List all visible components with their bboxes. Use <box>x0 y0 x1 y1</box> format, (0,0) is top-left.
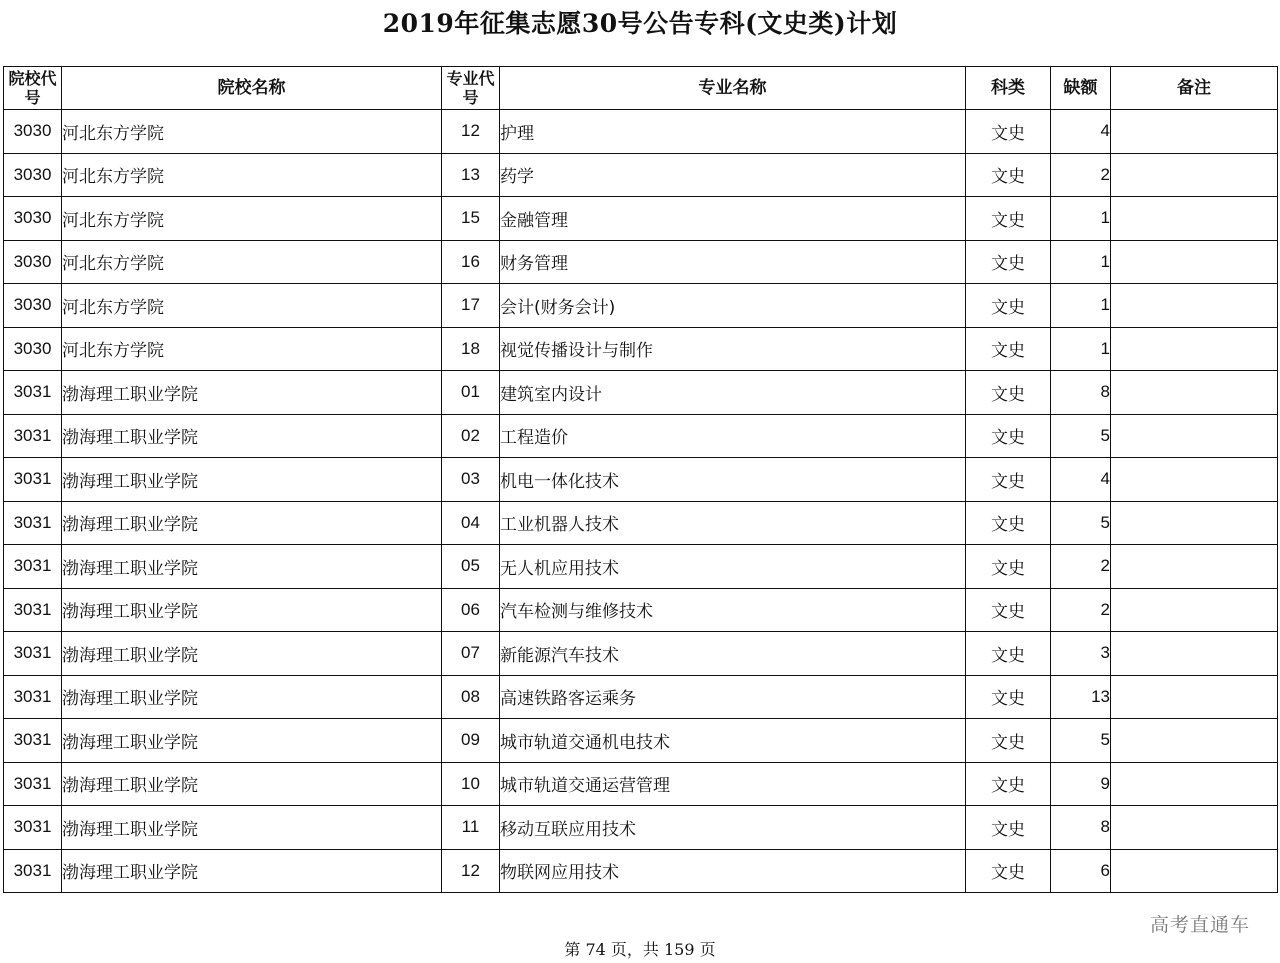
table-row <box>4 153 1278 197</box>
header-major-name: 专业名称 <box>500 67 966 110</box>
cell-school-code: 3031 <box>4 675 62 719</box>
cell-quota: 5 <box>1051 719 1111 763</box>
cell-quota: 1 <box>1051 284 1111 328</box>
cell-category: 文史 <box>966 327 1051 371</box>
cell-school-code: 3031 <box>4 371 62 415</box>
cell-school-name: 河北东方学院 <box>62 240 442 284</box>
cell-major-name: 城市轨道交通机电技术 <box>500 719 966 763</box>
cell-school-code: 3031 <box>4 588 62 632</box>
cell-quota: 13 <box>1051 675 1111 719</box>
cell-category: 文史 <box>966 806 1051 850</box>
cell-school-code: 3031 <box>4 762 62 806</box>
cell-school-name: 河北东方学院 <box>62 197 442 241</box>
cell-note <box>1111 240 1278 284</box>
cell-major-name: 工程造价 <box>500 414 966 458</box>
header-quota: 缺额 <box>1051 67 1111 110</box>
cell-school-name: 渤海理工职业学院 <box>62 632 442 676</box>
table-row <box>4 762 1278 806</box>
cell-category: 文史 <box>966 501 1051 545</box>
cell-major-code: 04 <box>442 501 500 545</box>
cell-school-code: 3030 <box>4 153 62 197</box>
cell-quota: 3 <box>1051 632 1111 676</box>
cell-category: 文史 <box>966 719 1051 763</box>
cell-note <box>1111 806 1278 850</box>
cell-school-name: 渤海理工职业学院 <box>62 545 442 589</box>
cell-category: 文史 <box>966 110 1051 154</box>
table-row <box>4 806 1278 850</box>
table-header <box>4 67 1278 110</box>
cell-school-name: 河北东方学院 <box>62 110 442 154</box>
cell-major-code: 02 <box>442 414 500 458</box>
cell-quota: 2 <box>1051 153 1111 197</box>
cell-major-name: 建筑室内设计 <box>500 371 966 415</box>
cell-quota: 8 <box>1051 371 1111 415</box>
cell-quota: 5 <box>1051 501 1111 545</box>
cell-school-name: 河北东方学院 <box>62 284 442 328</box>
cell-quota: 5 <box>1051 414 1111 458</box>
cell-major-code: 18 <box>442 327 500 371</box>
cell-major-name: 物联网应用技术 <box>500 849 966 893</box>
header-school-name: 院校名称 <box>62 67 442 110</box>
table-row <box>4 458 1278 502</box>
table-row <box>4 284 1278 328</box>
cell-quota: 1 <box>1051 240 1111 284</box>
cell-note <box>1111 501 1278 545</box>
cell-major-name: 药学 <box>500 153 966 197</box>
cell-school-code: 3031 <box>4 849 62 893</box>
cell-quota: 8 <box>1051 806 1111 850</box>
cell-school-name: 渤海理工职业学院 <box>62 588 442 632</box>
table-row <box>4 110 1278 154</box>
cell-school-name: 渤海理工职业学院 <box>62 458 442 502</box>
cell-category: 文史 <box>966 588 1051 632</box>
header-note: 备注 <box>1111 67 1278 110</box>
table-row <box>4 675 1278 719</box>
cell-major-name: 会计(财务会计) <box>500 284 966 328</box>
cell-major-code: 08 <box>442 675 500 719</box>
table-row <box>4 632 1278 676</box>
cell-note <box>1111 197 1278 241</box>
page-footer: 第 74 页，共 159 页 <box>564 940 716 959</box>
cell-school-code: 3030 <box>4 110 62 154</box>
cell-school-code: 3031 <box>4 501 62 545</box>
cell-note <box>1111 632 1278 676</box>
cell-school-name: 河北东方学院 <box>62 153 442 197</box>
cell-major-code: 17 <box>442 284 500 328</box>
cell-school-code: 3031 <box>4 806 62 850</box>
cell-major-code: 07 <box>442 632 500 676</box>
cell-note <box>1111 849 1278 893</box>
cell-note <box>1111 153 1278 197</box>
cell-school-code: 3031 <box>4 458 62 502</box>
plan-table <box>3 66 1278 893</box>
cell-school-name: 渤海理工职业学院 <box>62 849 442 893</box>
cell-note <box>1111 675 1278 719</box>
cell-school-code: 3030 <box>4 240 62 284</box>
cell-major-name: 机电一体化技术 <box>500 458 966 502</box>
cell-major-code: 15 <box>442 197 500 241</box>
table-body <box>4 110 1278 893</box>
cell-category: 文史 <box>966 849 1051 893</box>
cell-school-code: 3031 <box>4 545 62 589</box>
cell-note <box>1111 762 1278 806</box>
cell-category: 文史 <box>966 458 1051 502</box>
cell-category: 文史 <box>966 153 1051 197</box>
cell-category: 文史 <box>966 284 1051 328</box>
table-row <box>4 414 1278 458</box>
cell-major-name: 城市轨道交通运营管理 <box>500 762 966 806</box>
cell-school-name: 渤海理工职业学院 <box>62 371 442 415</box>
cell-major-code: 10 <box>442 762 500 806</box>
cell-major-code: 09 <box>442 719 500 763</box>
cell-quota: 4 <box>1051 458 1111 502</box>
cell-major-code: 03 <box>442 458 500 502</box>
table-row <box>4 327 1278 371</box>
cell-quota: 6 <box>1051 849 1111 893</box>
cell-major-name: 金融管理 <box>500 197 966 241</box>
cell-category: 文史 <box>966 240 1051 284</box>
cell-note <box>1111 545 1278 589</box>
header-row <box>4 67 1278 110</box>
header-school-code: 院校代号 <box>4 67 62 110</box>
cell-quota: 4 <box>1051 110 1111 154</box>
cell-category: 文史 <box>966 414 1051 458</box>
cell-school-name: 渤海理工职业学院 <box>62 806 442 850</box>
cell-major-name: 无人机应用技术 <box>500 545 966 589</box>
cell-category: 文史 <box>966 545 1051 589</box>
cell-major-code: 16 <box>442 240 500 284</box>
cell-school-name: 渤海理工职业学院 <box>62 675 442 719</box>
cell-major-name: 工业机器人技术 <box>500 501 966 545</box>
cell-note <box>1111 719 1278 763</box>
cell-quota: 1 <box>1051 197 1111 241</box>
cell-quota: 2 <box>1051 545 1111 589</box>
table-row <box>4 588 1278 632</box>
table-row <box>4 719 1278 763</box>
cell-school-name: 渤海理工职业学院 <box>62 501 442 545</box>
cell-major-name: 新能源汽车技术 <box>500 632 966 676</box>
cell-major-code: 05 <box>442 545 500 589</box>
table-row <box>4 197 1278 241</box>
cell-category: 文史 <box>966 632 1051 676</box>
cell-major-code: 01 <box>442 371 500 415</box>
cell-school-name: 渤海理工职业学院 <box>62 719 442 763</box>
cell-major-code: 13 <box>442 153 500 197</box>
cell-quota: 9 <box>1051 762 1111 806</box>
cell-major-name: 汽车检测与维修技术 <box>500 588 966 632</box>
cell-note <box>1111 327 1278 371</box>
cell-note <box>1111 110 1278 154</box>
table-row <box>4 371 1278 415</box>
cell-major-name: 护理 <box>500 110 966 154</box>
cell-school-code: 3030 <box>4 197 62 241</box>
cell-note <box>1111 588 1278 632</box>
cell-major-name: 移动互联应用技术 <box>500 806 966 850</box>
cell-school-code: 3030 <box>4 284 62 328</box>
cell-school-code: 3031 <box>4 632 62 676</box>
cell-major-name: 财务管理 <box>500 240 966 284</box>
cell-category: 文史 <box>966 762 1051 806</box>
page-title: 2019年征集志愿30号公告专科(文史类)计划 <box>382 9 898 38</box>
cell-major-name: 视觉传播设计与制作 <box>500 327 966 371</box>
cell-category: 文史 <box>966 371 1051 415</box>
table-row <box>4 545 1278 589</box>
cell-school-name: 河北东方学院 <box>62 327 442 371</box>
cell-major-code: 11 <box>442 806 500 850</box>
cell-school-code: 3030 <box>4 327 62 371</box>
cell-category: 文史 <box>966 197 1051 241</box>
cell-major-code: 12 <box>442 110 500 154</box>
table-row <box>4 240 1278 284</box>
cell-category: 文史 <box>966 675 1051 719</box>
watermark: 高考直通车 <box>1149 914 1250 936</box>
table-row <box>4 501 1278 545</box>
cell-major-code: 12 <box>442 849 500 893</box>
cell-school-code: 3031 <box>4 414 62 458</box>
cell-note <box>1111 414 1278 458</box>
cell-school-code: 3031 <box>4 719 62 763</box>
cell-quota: 2 <box>1051 588 1111 632</box>
cell-note <box>1111 284 1278 328</box>
header-category: 科类 <box>966 67 1051 110</box>
cell-major-name: 高速铁路客运乘务 <box>500 675 966 719</box>
cell-major-code: 06 <box>442 588 500 632</box>
cell-note <box>1111 371 1278 415</box>
cell-school-name: 渤海理工职业学院 <box>62 762 442 806</box>
cell-note <box>1111 458 1278 502</box>
cell-quota: 1 <box>1051 327 1111 371</box>
table-row <box>4 849 1278 893</box>
cell-school-name: 渤海理工职业学院 <box>62 414 442 458</box>
header-major-code: 专业代号 <box>442 67 500 110</box>
